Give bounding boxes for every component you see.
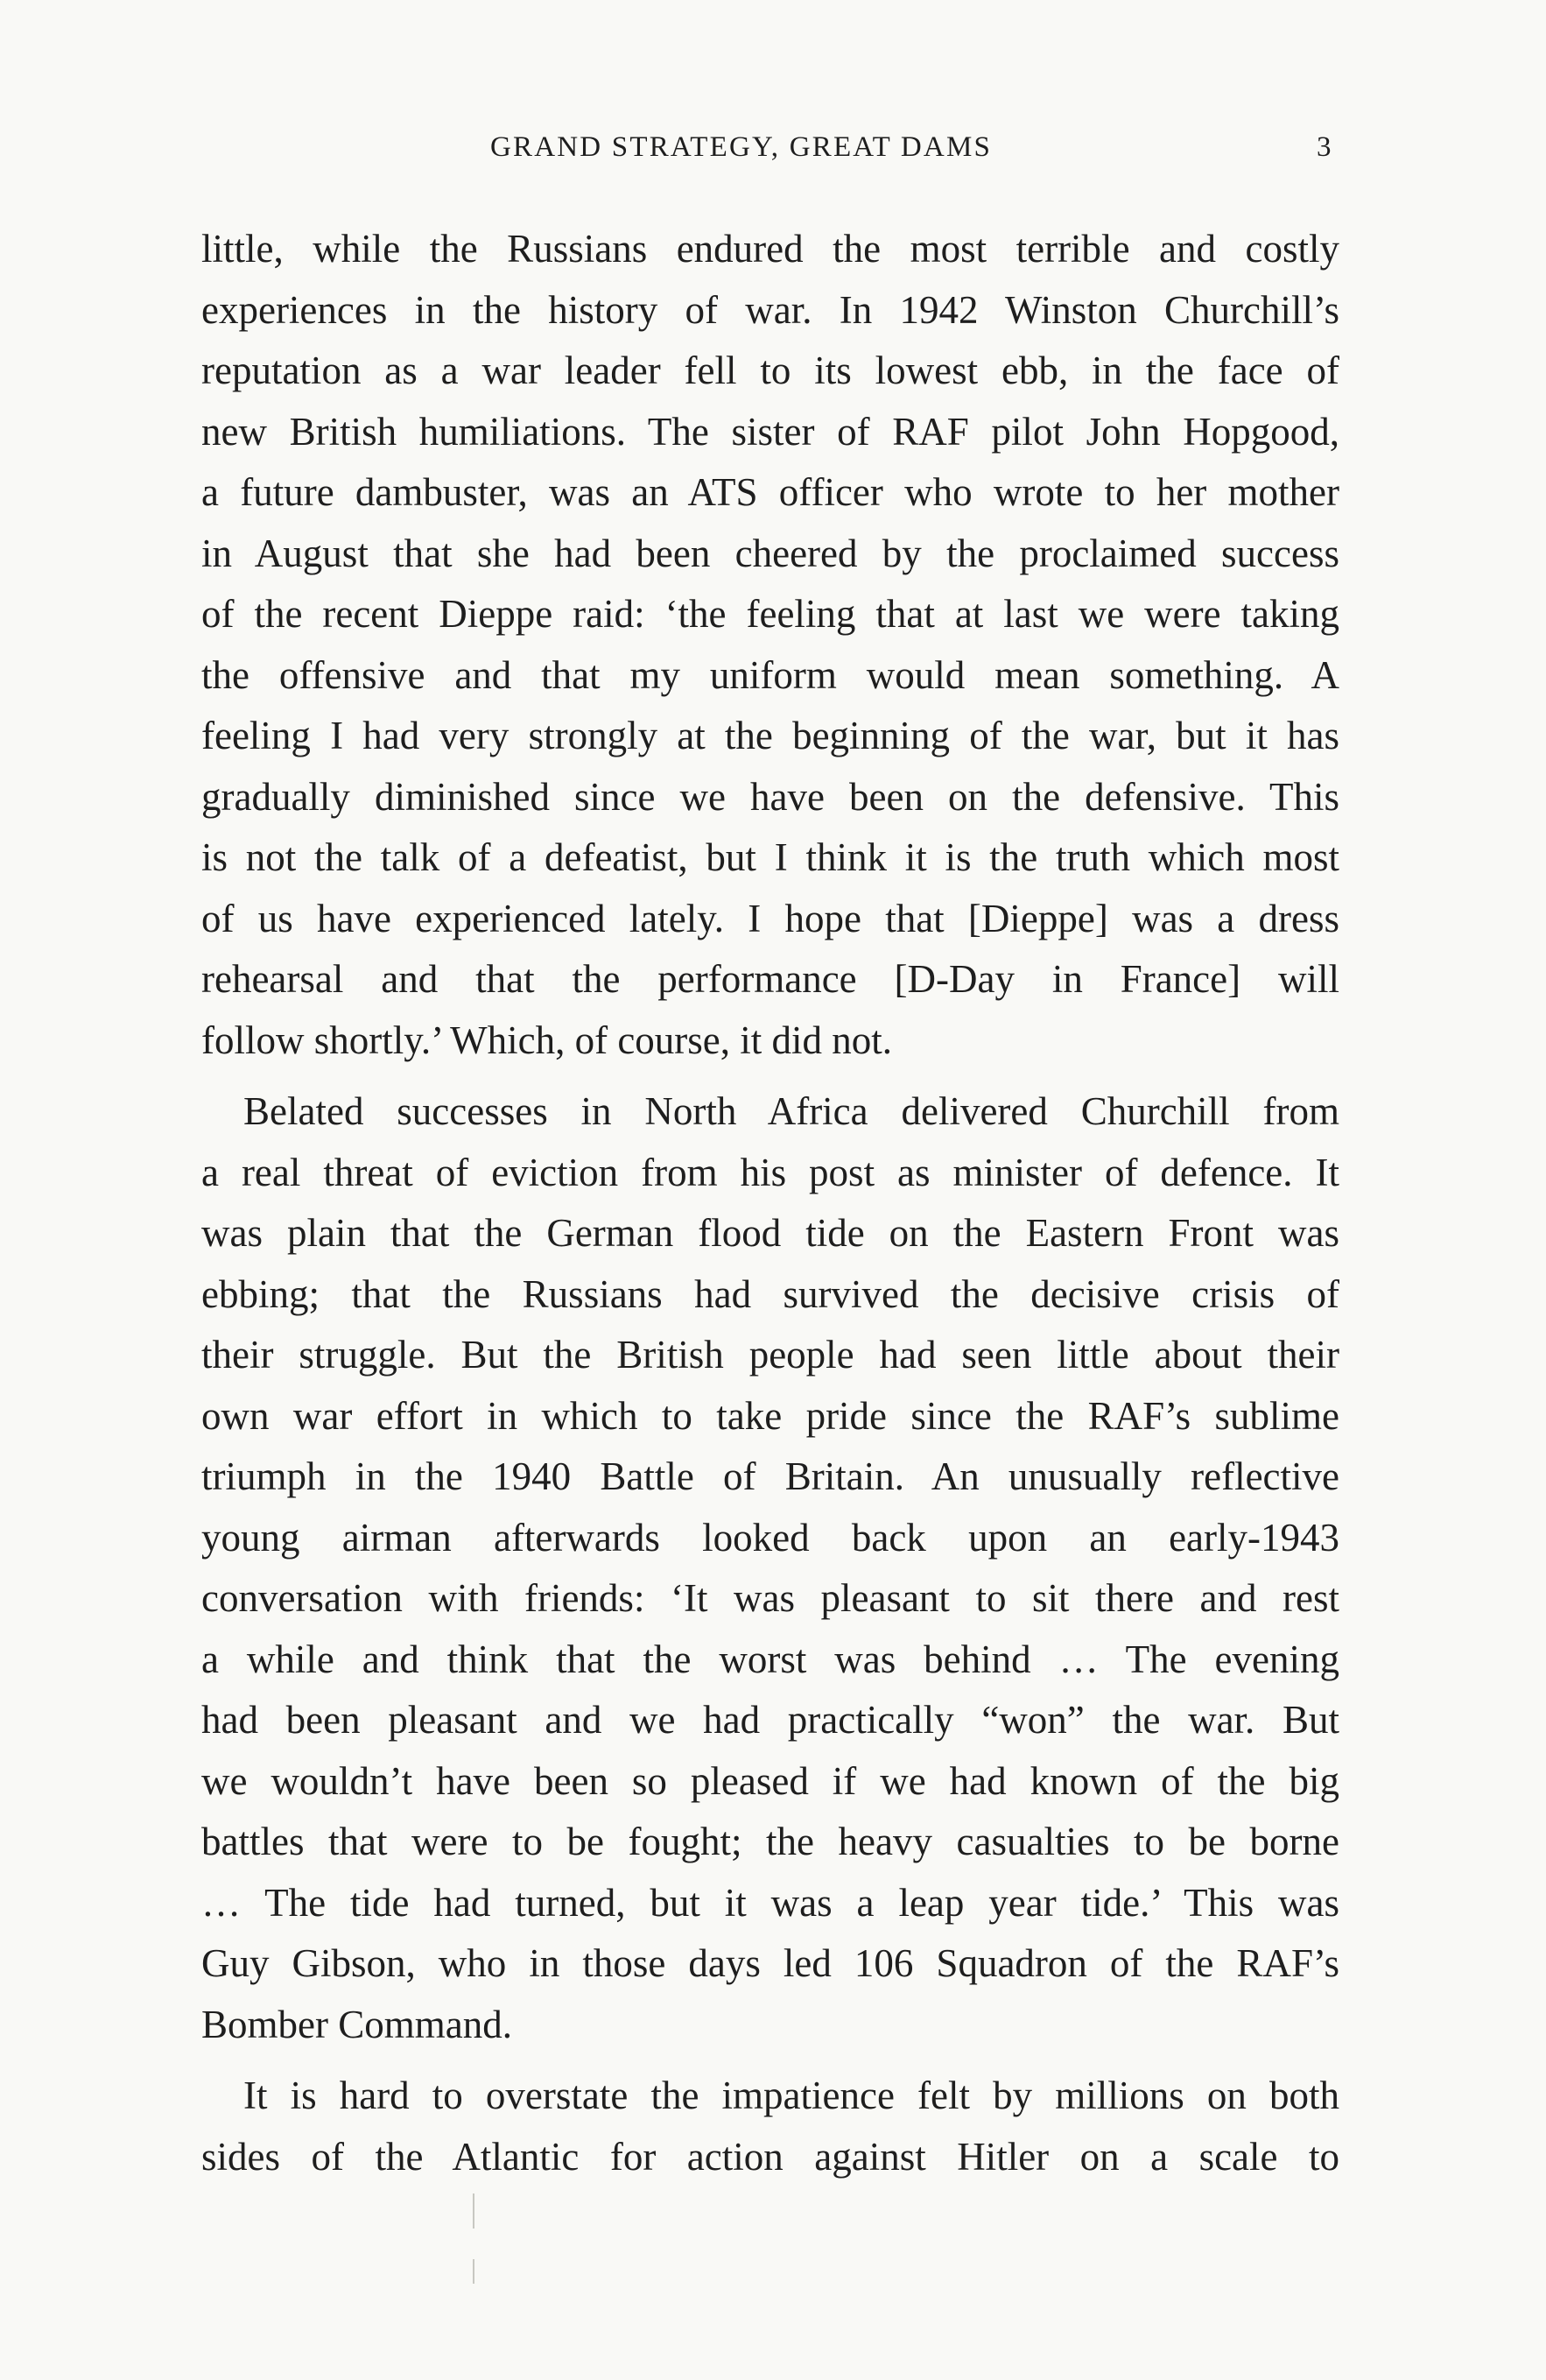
text-line: rehearsal and that the performance [D-Day in France] will xyxy=(201,957,1339,1001)
text-line: gradually diminished since we have been on the defensive. This xyxy=(201,774,1339,819)
text-line: feeling I had very strongly at the beginning of the war, but it has xyxy=(201,714,1339,757)
text-line: experiences in the history of war. In 1942 Winston Churchill’s xyxy=(201,287,1339,332)
text-line: the offensive and that my uniform would mean something. A xyxy=(201,652,1339,697)
text-line: sides of the Atlantic for action against Hitler on a scale to xyxy=(201,2134,1339,2179)
text-line: ebbing; that the Russians had survived the decisive crisis of xyxy=(201,1271,1339,1316)
text-line: young airman afterwards looked back upon an early-1943 xyxy=(201,1515,1339,1560)
page-number: 3 xyxy=(1317,131,1332,163)
text-line: little, while the Russians endured the most terrible and costly xyxy=(201,227,1339,271)
text-line: Bomber Command. xyxy=(201,2002,512,2046)
paragraph-3 xyxy=(201,2066,1339,2187)
body-text xyxy=(201,219,1339,2187)
text-line: … The tide had turned, but it was a leap year tide.’ This was xyxy=(201,1880,1339,1925)
text-line: triumph in the 1940 Battle of Britain. An unusually reflective xyxy=(201,1454,1339,1498)
text-line: of the recent Dieppe raid: ‘the feeling that at last we were taking xyxy=(201,592,1339,636)
text-line: a future dambuster, was an ATS officer who wrote to her mother xyxy=(201,470,1339,514)
text-line: of us have experienced lately. I hope that [Dieppe] was a dress xyxy=(201,896,1339,940)
text-line: reputation as a war leader fell to its lowest ebb, in the face of xyxy=(201,349,1339,392)
text-line: had been pleasant and we had practically “won” the war. But xyxy=(201,1698,1339,1742)
text-line: is not the talk of a defeatist, but I think it is the truth which most xyxy=(201,835,1339,879)
running-header-title: GRAND STRATEGY, GREAT DAMS xyxy=(490,131,993,163)
scan-artifact-mark xyxy=(473,2193,474,2229)
paragraph-2 xyxy=(201,1081,1339,2055)
text-line: battles that were to be fought; the heavy casualties to be borne xyxy=(201,1820,1339,1863)
text-line: own war effort in which to take pride since the RAF’s sublime xyxy=(201,1393,1339,1438)
text-line: Belated successes in North Africa delivered Churchill from xyxy=(243,1089,1339,1133)
scan-artifact-mark xyxy=(473,2259,474,2284)
text-line: a while and think that the worst was behind … The evening xyxy=(201,1637,1339,1681)
text-line: a real threat of eviction from his post as minister of defence. It xyxy=(201,1150,1339,1194)
text-line: new British humiliations. The sister of RAF pilot John Hopgood, xyxy=(201,409,1339,454)
text-line: Guy Gibson, who in those days led 106 Squadron of the RAF’s xyxy=(201,1941,1339,1985)
text-line: we wouldn’t have been so pleased if we had known of the big xyxy=(201,1758,1339,1803)
text-line: their struggle. But the British people had seen little about their xyxy=(201,1333,1339,1377)
text-line: conversation with friends: ‘It was pleasant to sit there and rest xyxy=(201,1576,1339,1620)
text-line: It is hard to overstate the impatience felt by millions on both xyxy=(243,2074,1339,2117)
paragraph-1 xyxy=(201,219,1339,1071)
text-line: was plain that the German flood tide on the Eastern Front was xyxy=(201,1211,1339,1255)
text-line: in August that she had been cheered by the proclaimed success xyxy=(201,531,1339,575)
text-line: follow shortly.’ Which, of course, it did not. xyxy=(201,1017,893,1062)
